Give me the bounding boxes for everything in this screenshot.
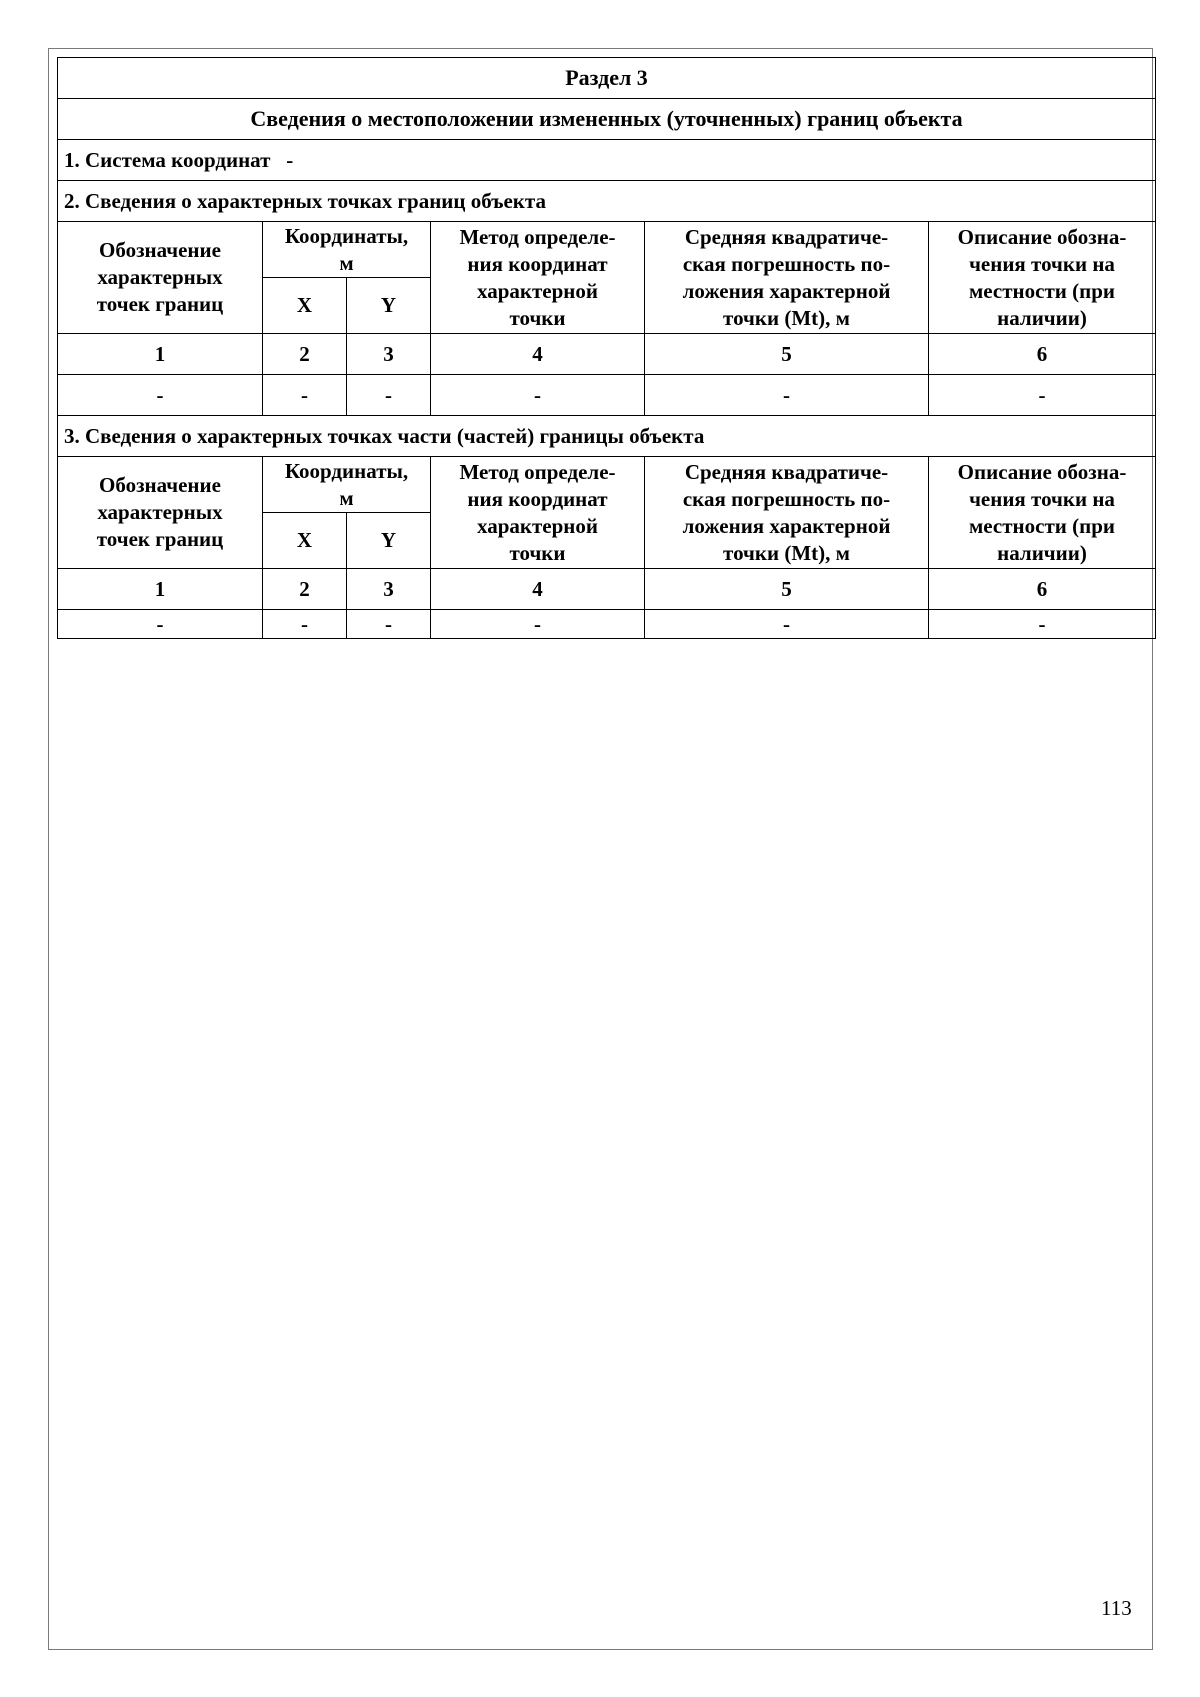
- table-cell: -: [58, 375, 263, 416]
- table-cell: -: [263, 610, 347, 639]
- column-number: 5: [645, 334, 929, 375]
- column-number: 6: [929, 569, 1156, 610]
- column-number: 3: [347, 334, 431, 375]
- table-cell: -: [929, 610, 1156, 639]
- column-number: 2: [263, 569, 347, 610]
- column-number: 5: [645, 569, 929, 610]
- header-y: Y: [347, 513, 431, 569]
- coordinate-system-label: 1. Система координат: [64, 147, 271, 172]
- section-subtitle: Сведения о местоположении измененных (уточненных) границ объекта: [58, 99, 1156, 140]
- header-y: Y: [347, 278, 431, 334]
- header-x: X: [263, 278, 347, 334]
- points-table-caption: 2. Сведения о характерных точках границ объекта: [58, 181, 1156, 222]
- column-number: 1: [58, 334, 263, 375]
- header-mean-error: Средняя квадратиче- ская погрешность по- ложения характерной точки (Mt), м: [645, 457, 929, 569]
- header-designation: Обозначение характерных точек границ: [58, 222, 263, 334]
- column-number: 4: [431, 334, 645, 375]
- table-cell: -: [58, 610, 263, 639]
- table-cell: -: [645, 610, 929, 639]
- header-description: Описание обозна- чения точки на местности (при наличии): [929, 222, 1156, 334]
- coordinate-system-row: [58, 140, 1156, 181]
- column-number: 1: [58, 569, 263, 610]
- coordinate-system-value: -: [286, 147, 294, 172]
- table-cell: -: [929, 375, 1156, 416]
- column-number: 2: [263, 334, 347, 375]
- column-number: 4: [431, 569, 645, 610]
- header-coordinates: Координаты, м: [263, 222, 431, 278]
- table-cell: -: [347, 610, 431, 639]
- page-number: 113: [1101, 1596, 1132, 1620]
- section-title: Раздел 3: [58, 58, 1156, 99]
- table-cell: -: [431, 610, 645, 639]
- header-coordinates: Координаты, м: [263, 457, 431, 513]
- header-designation: Обозначение характерных точек границ: [58, 457, 263, 569]
- section-3-table: [57, 57, 1156, 639]
- header-description: Описание обозна- чения точки на местности (при наличии): [929, 457, 1156, 569]
- header-mean-error: Средняя квадратиче- ская погрешность по- ложения характерной точки (Mt), м: [645, 222, 929, 334]
- header-method: Метод определе- ния координат характерной точки: [431, 222, 645, 334]
- table-cell: -: [431, 375, 645, 416]
- table-cell: -: [347, 375, 431, 416]
- header-method: Метод определе- ния координат характерной точки: [431, 457, 645, 569]
- table-cell: -: [263, 375, 347, 416]
- header-x: X: [263, 513, 347, 569]
- part-points-table-caption: 3. Сведения о характерных точках части (частей) границы объекта: [58, 416, 1156, 457]
- table-cell: -: [645, 375, 929, 416]
- column-number: 6: [929, 334, 1156, 375]
- column-number: 3: [347, 569, 431, 610]
